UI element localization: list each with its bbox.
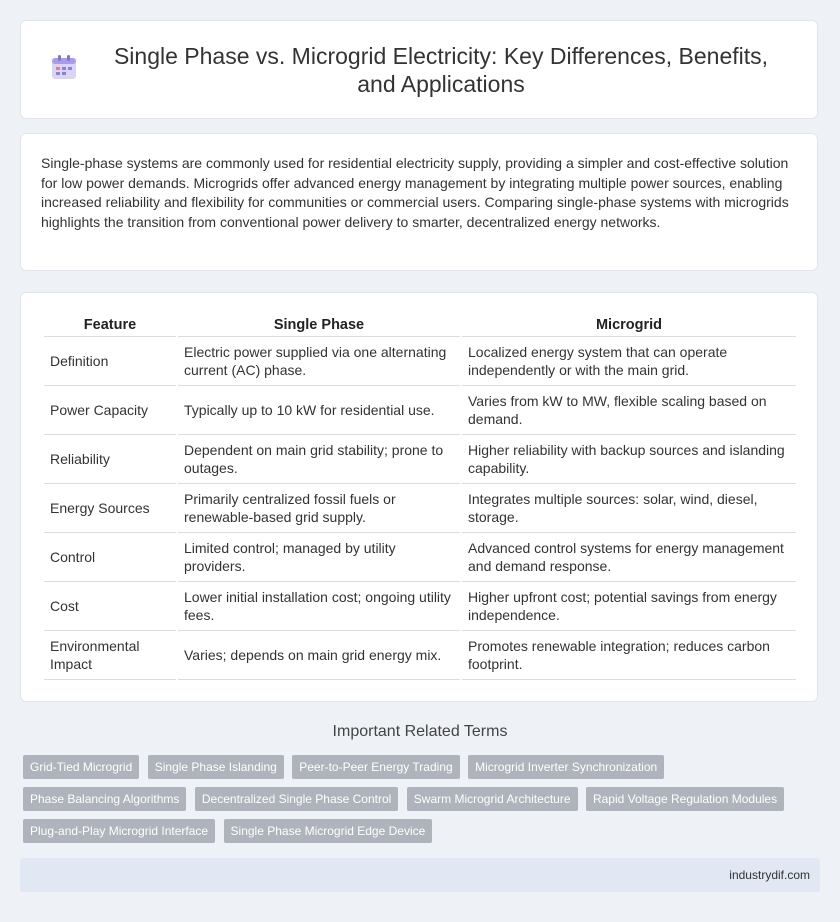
microgrid-cell: Integrates multiple sources: solar, wind, diesel, storage.: [462, 484, 796, 533]
table-row: [44, 386, 796, 435]
single-phase-cell: Varies; depends on main grid energy mix.: [178, 631, 460, 680]
header-microgrid: Microgrid: [462, 313, 796, 337]
table-header-row: [44, 313, 796, 337]
related-term-tag[interactable]: Single Phase Islanding: [148, 755, 284, 779]
related-term-tag[interactable]: Decentralized Single Phase Control: [195, 787, 398, 811]
feature-cell: Cost: [44, 582, 176, 631]
title-wrap: [49, 42, 789, 98]
footer-site-link[interactable]: industrydif.com: [729, 868, 810, 882]
feature-cell: Environmental Impact: [44, 631, 176, 680]
comparison-table: [42, 313, 798, 680]
related-terms-title: Important Related Terms: [332, 723, 508, 740]
feature-cell: Energy Sources: [44, 484, 176, 533]
single-phase-cell: Electric power supplied via one alternating current (AC) phase.: [178, 337, 460, 386]
intro-text: Single-phase systems are commonly used for residential electricity supply, providing a simpler and cost-effective solution for low power demands. Microgrids offer advanced energy management by integrating multiple power sources, enabling increased reliability and flexibility for communities or commercial users. Comparing single-phase systems with microgrids highlights the transition from conventional power delivery to smarter, decentralized energy networks.: [41, 155, 789, 230]
table-row: [44, 631, 796, 680]
microgrid-cell: Promotes renewable integration; reduces carbon footprint.: [462, 631, 796, 680]
microgrid-cell: Higher upfront cost; potential savings from energy independence.: [462, 582, 796, 631]
related-terms-list: [23, 755, 813, 851]
table-row: [44, 435, 796, 484]
header-feature: Feature: [44, 313, 176, 337]
related-term-tag[interactable]: Swarm Microgrid Architecture: [407, 787, 578, 811]
microgrid-cell: Varies from kW to MW, flexible scaling based on demand.: [462, 386, 796, 435]
footer: [20, 858, 820, 892]
feature-cell: Reliability: [44, 435, 176, 484]
table-row: [44, 484, 796, 533]
table-row: [44, 533, 796, 582]
single-phase-cell: Typically up to 10 kW for residential use.: [178, 386, 460, 435]
related-term-tag[interactable]: Grid-Tied Microgrid: [23, 755, 139, 779]
title-card: [20, 20, 818, 119]
page-title: Single Phase vs. Microgrid Electricity: Key Differences, Benefits, and Applications: [113, 42, 769, 97]
header-single-phase: Single Phase: [178, 313, 460, 337]
intro-card: [20, 133, 818, 271]
feature-cell: Control: [44, 533, 176, 582]
microgrid-cell: Advanced control systems for energy management and demand response.: [462, 533, 796, 582]
single-phase-cell: Primarily centralized fossil fuels or renewable-based grid supply.: [178, 484, 460, 533]
single-phase-cell: Dependent on main grid stability; prone to outages.: [178, 435, 460, 484]
related-term-tag[interactable]: Single Phase Microgrid Edge Device: [224, 819, 433, 843]
single-phase-cell: Limited control; managed by utility providers.: [178, 533, 460, 582]
microgrid-cell: Higher reliability with backup sources and islanding capability.: [462, 435, 796, 484]
feature-cell: Definition: [44, 337, 176, 386]
related-term-tag[interactable]: Plug-and-Play Microgrid Interface: [23, 819, 215, 843]
calendar-icon: [49, 52, 79, 82]
related-term-tag[interactable]: Microgrid Inverter Synchronization: [468, 755, 664, 779]
related-term-tag[interactable]: Peer-to-Peer Energy Trading: [292, 755, 459, 779]
related-term-tag[interactable]: Phase Balancing Algorithms: [23, 787, 186, 811]
table-row: [44, 582, 796, 631]
feature-cell: Power Capacity: [44, 386, 176, 435]
comparison-card: [20, 292, 818, 702]
related-term-tag[interactable]: Rapid Voltage Regulation Modules: [586, 787, 784, 811]
microgrid-cell: Localized energy system that can operate independently or with the main grid.: [462, 337, 796, 386]
single-phase-cell: Lower initial installation cost; ongoing utility fees.: [178, 582, 460, 631]
table-row: [44, 337, 796, 386]
